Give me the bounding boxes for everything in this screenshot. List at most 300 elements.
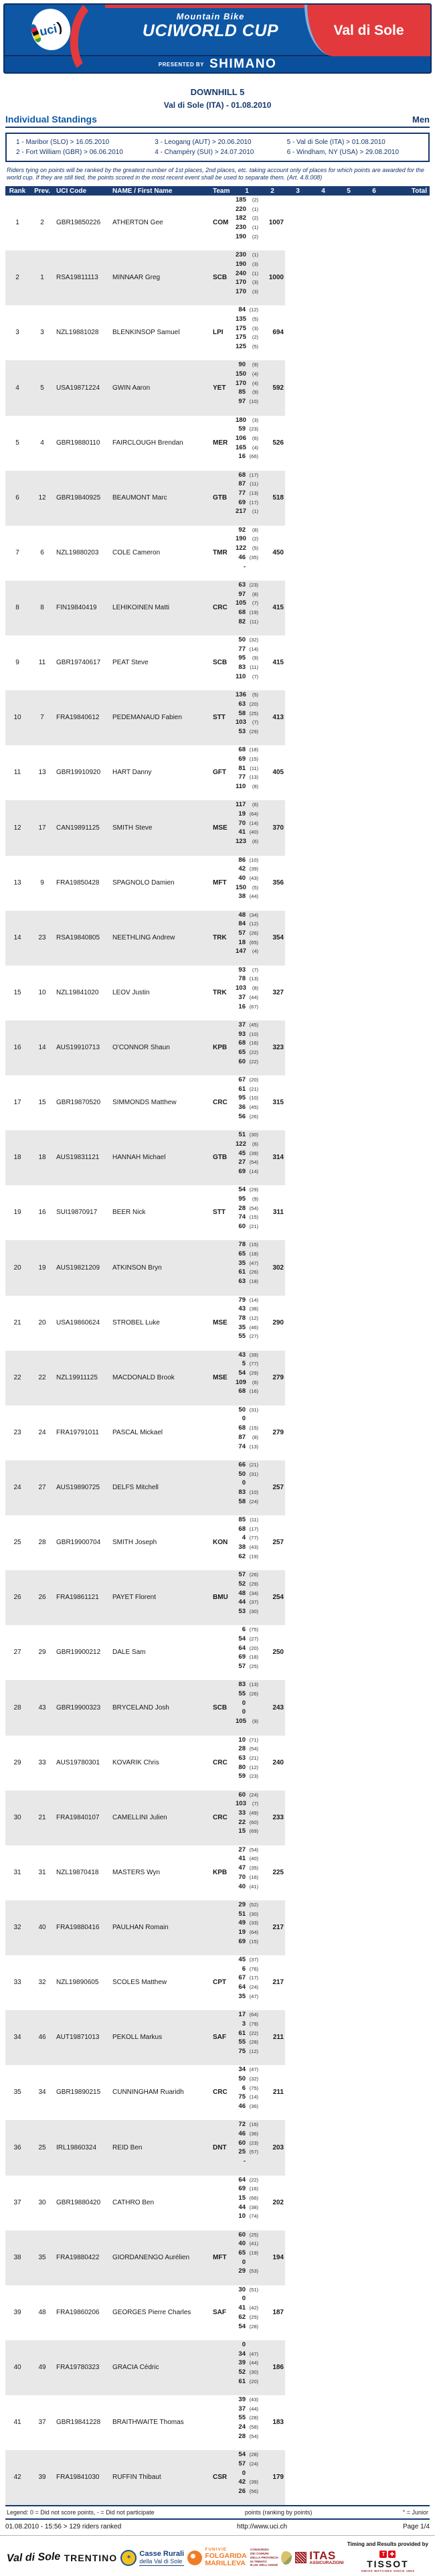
event-2-points-cell: 54 (27) <box>238 1635 258 1643</box>
event-5-points-cell: 60 (22) <box>238 1057 258 1065</box>
table-row <box>5 2230 430 2285</box>
header-event-1: 1 <box>234 186 260 196</box>
event-1-points-cell: 30 (51) <box>238 2285 258 2293</box>
prev-rank-cell: 8 <box>40 604 44 612</box>
event-5-points-cell: 26 (56) <box>238 2487 258 2495</box>
prev-rank-cell: 43 <box>38 1703 46 1712</box>
rider-name-cell: ATHERTON Gee <box>112 219 163 227</box>
event-item-1: 1 - Maribor (SLO) > 16.05.2010 <box>16 139 110 146</box>
header-total: Total <box>387 186 430 196</box>
event-4-points-cell: 69 (18) <box>238 1653 258 1661</box>
folgarida-label: FOLGARIDA <box>205 2552 247 2561</box>
table-row <box>5 416 430 471</box>
event-4-points-cell: 68 (19) <box>238 608 258 616</box>
tissot-t-icon: T <box>379 2551 387 2558</box>
event-3-points-cell: 65 (19) <box>238 2249 258 2257</box>
event-2-points-cell: 190 (3) <box>236 260 258 268</box>
event-6-points-cell <box>234 1396 260 1406</box>
event-3-points-cell: 78 (12) <box>238 1314 258 1322</box>
header-event-2: 2 <box>260 186 285 196</box>
rider-name-cell: PASCAL Mickael <box>112 1428 163 1436</box>
event-3-points-cell: 55 (28) <box>238 2414 258 2422</box>
prev-rank-cell: 7 <box>40 714 44 722</box>
team-cell: CRC <box>213 1758 228 1766</box>
rank-cell: 23 <box>13 1428 21 1436</box>
uci-logo <box>27 5 74 54</box>
team-cell: CRC <box>213 1099 228 1107</box>
total-points-cell: 323 <box>272 1044 284 1052</box>
rank-cell: 4 <box>15 384 19 392</box>
event-1-points-cell: 92 (8) <box>238 526 258 534</box>
team-cell: CRC <box>213 604 228 612</box>
event-2-points-cell: 42 (39) <box>238 865 258 873</box>
event-3-points-cell: 0 <box>242 2469 246 2477</box>
total-points-cell: 179 <box>272 2474 284 2482</box>
header-event-3: 3 <box>285 186 311 196</box>
table-row <box>5 1515 430 1570</box>
consorzio-line4: DI TRENTO <box>250 2559 267 2563</box>
event-1-points-cell: 45 (37) <box>238 1956 258 1963</box>
prev-rank-cell: 28 <box>38 1539 46 1547</box>
rider-name-cell: LEOV Justin <box>112 988 150 996</box>
rank-cell: 41 <box>13 2419 21 2427</box>
presented-by-label: PRESENTED BY <box>158 61 204 68</box>
consorzio-text <box>250 2548 278 2567</box>
header-event-5: 5 <box>336 186 361 196</box>
legend-left: Legend: 0 = Did not score points, - = Did not participate <box>7 2509 155 2516</box>
event-2-points-cell: 97 (8) <box>238 590 258 598</box>
event-6-points-cell <box>234 1066 260 1075</box>
event-5-points-cell: 62 (19) <box>238 1552 258 1560</box>
total-points-cell: 415 <box>272 604 284 612</box>
total-points-cell: 518 <box>272 494 284 502</box>
rider-name-cell: SCOLES Matthew <box>112 1979 167 1987</box>
event-4-points-cell: 46 (35) <box>238 553 258 561</box>
event-5-points-cell: 59 (23) <box>238 1772 258 1781</box>
rank-cell: 6 <box>15 494 19 502</box>
event-4-points-cell: 75 (14) <box>238 2093 258 2101</box>
event-5-points-cell: 58 (24) <box>238 1497 258 1505</box>
uci-code-cell: GBR19880420 <box>56 2198 101 2206</box>
uci-code-cell: FRA19791011 <box>56 1428 99 1436</box>
rider-name-cell: PAULHAN Romain <box>112 1924 169 1932</box>
event-6-points-cell <box>234 2221 260 2230</box>
header-team: Team <box>211 186 234 196</box>
event-4-points-cell: 62 (25) <box>238 2313 258 2321</box>
event-1-points-cell: 180 (3) <box>236 416 258 424</box>
team-cell: KPB <box>213 1044 228 1052</box>
rank-cell: 35 <box>13 2089 21 2097</box>
event-2-points-cell: 63 (20) <box>238 700 258 708</box>
event-2-points-cell: 6 (76) <box>242 1965 258 1973</box>
event-6-points-cell <box>234 1121 260 1130</box>
total-points-cell: 233 <box>272 1813 284 1821</box>
tissot-squares <box>379 2551 396 2558</box>
rider-name-cell: COLE Cameron <box>112 548 161 556</box>
event-1-points-cell: 72 (16) <box>238 2121 258 2129</box>
team-cell: CPT <box>213 1979 226 1987</box>
team-cell: STT <box>213 1209 226 1217</box>
rank-cell: 1 <box>15 219 19 227</box>
uci-code-cell: FRA19861121 <box>56 1594 99 1602</box>
rider-name-cell: LEHIKOINEN Matti <box>112 604 170 612</box>
event-6-points-cell <box>234 461 260 471</box>
total-points-cell: 217 <box>272 1924 284 1932</box>
table-row <box>5 800 430 855</box>
total-points-cell: 211 <box>272 2089 284 2097</box>
table-row <box>5 1845 430 1900</box>
table-row <box>5 1130 430 1185</box>
event-4-points-cell: 69 (17) <box>238 498 258 506</box>
event-1-points-cell: 136 (5) <box>236 691 258 699</box>
event-2-points-cell: 34 (47) <box>238 2350 258 2358</box>
rank-cell: 10 <box>13 714 21 722</box>
events-box <box>5 133 430 162</box>
rank-cell: 39 <box>13 2308 21 2316</box>
prev-rank-cell: 17 <box>38 824 46 832</box>
event-6-points-cell <box>234 297 260 306</box>
table-row <box>5 305 430 360</box>
trento-map-icon <box>281 2551 292 2565</box>
event-5-points-cell: 35 (47) <box>238 1992 258 2000</box>
prev-rank-cell: 19 <box>38 1264 46 1272</box>
uci-code-cell: GBR19900212 <box>56 1649 101 1657</box>
uci-code-cell: FRA19840612 <box>56 714 100 722</box>
event-4-points-cell: 0 <box>242 2258 246 2266</box>
event-6-points-cell <box>234 1011 260 1020</box>
table-row <box>5 1736 430 1791</box>
uci-code-cell: NZL19911125 <box>56 1373 98 1381</box>
rank-cell: 40 <box>13 2364 21 2372</box>
prev-rank-cell: 10 <box>38 988 46 996</box>
rider-name-cell: CAMELLINI Julien <box>112 1813 167 1821</box>
event-2-points-cell: 190 (2) <box>236 535 258 543</box>
casse-rurali-line1: Casse Rurali <box>139 2549 185 2558</box>
uci-code-cell: GBR19900704 <box>56 1539 101 1547</box>
event-3-points-cell: 57 (26) <box>238 929 258 937</box>
total-points-cell: 405 <box>272 769 284 777</box>
event-2-points-cell: 50 (31) <box>238 1470 258 1478</box>
event-5-points-cell: 123 (6) <box>236 838 258 846</box>
event-4-points-cell: 61 (26) <box>238 1268 258 1276</box>
itas-text <box>309 2550 343 2566</box>
team-cell <box>211 2395 234 2450</box>
event-6-points-cell <box>234 2441 260 2450</box>
event-4-points-cell: 42 (39) <box>238 2478 258 2486</box>
total-points-cell: 592 <box>272 384 284 392</box>
uci-code-cell: FRA19860206 <box>56 2308 100 2316</box>
event-1-points-cell: 48 (34) <box>238 911 258 919</box>
uci-code-cell: RSA19840805 <box>56 933 100 941</box>
uci-code-cell: NZL19881028 <box>56 329 99 337</box>
team-cell: MFT <box>213 879 227 887</box>
event-6-points-cell <box>234 1781 260 1791</box>
event-5-points-cell: 68 (16) <box>238 1387 258 1395</box>
rank-cell: 32 <box>13 1924 21 1932</box>
rider-name-cell: SIMMONDS Matthew <box>112 1099 177 1107</box>
event-1-points-cell: 117 (6) <box>236 801 258 809</box>
event-6-points-cell <box>234 516 260 526</box>
team-cell: MSE <box>213 1373 228 1381</box>
prev-rank-cell: 31 <box>38 1868 46 1876</box>
event-3-points-cell: 240 (1) <box>236 269 258 277</box>
prev-rank-cell: 3 <box>40 329 44 337</box>
uci-code-cell: RSA19811113 <box>56 274 98 282</box>
section-header <box>5 114 430 128</box>
team-cell: SCB <box>213 274 228 282</box>
event-4-points-cell: 36 (45) <box>238 1104 258 1112</box>
tiebreak-note: Riders tying on points will be ranked by the greatest number of 1st places, 2nd places, etc. taking account only of places for which points are awarded for the world cup. If they are still tied, the points scored in the most recent event shall be used to separate them. (Art. 4.8.008) <box>7 167 424 181</box>
prev-rank-cell: 6 <box>40 548 44 556</box>
event-3-points-cell: 103 (8) <box>236 984 258 992</box>
table-row <box>5 1900 430 1955</box>
event-5-points-cell: 75 (12) <box>238 2047 258 2055</box>
event-1-points-cell: 90 (9) <box>238 361 258 369</box>
section-title: Individual Standings <box>5 114 97 125</box>
event-subtitle: Val di Sole (ITA) - 01.08.2010 <box>163 100 272 110</box>
event-1-points-cell: 43 (39) <box>238 1351 258 1359</box>
itas-crest-icon <box>295 2552 307 2563</box>
presented-by-strip <box>5 55 430 72</box>
event-6-points-cell <box>234 901 260 911</box>
event-2-points-cell: 78 (13) <box>238 975 258 983</box>
consorzio-logo <box>250 2548 292 2567</box>
prev-rank-cell: 27 <box>38 1484 46 1492</box>
event-4-points-cell: 44 (38) <box>238 2203 258 2211</box>
team-cell <box>211 1460 234 1515</box>
team-cell <box>211 1406 234 1460</box>
total-points-cell: 327 <box>272 988 284 996</box>
rider-name-cell: REID Ben <box>112 2143 143 2151</box>
team-cell: MSE <box>213 1318 228 1327</box>
event-6-points-cell <box>234 1946 260 1955</box>
table-row <box>5 581 430 635</box>
rank-cell: 38 <box>13 2253 21 2261</box>
event-3-points-cell: 35 (47) <box>238 1259 258 1267</box>
total-points-cell: 217 <box>272 1979 284 1987</box>
rider-name-cell: RUFFIN Thibaut <box>112 2474 161 2482</box>
event-2-points-cell: 68 (17) <box>238 1525 258 1533</box>
event-2-points-cell: 28 (54) <box>238 1745 258 1753</box>
prev-rank-cell: 21 <box>38 1813 46 1821</box>
rank-cell: 29 <box>13 1758 21 1766</box>
event-3-points-cell: 33 (49) <box>238 1809 258 1817</box>
table-row <box>5 2340 430 2395</box>
team-cell: CSR <box>213 2474 228 2482</box>
uci-code-cell: GBR19850226 <box>56 219 101 227</box>
uci-code-cell: GBR19840925 <box>56 494 101 502</box>
event-4-points-cell: 70 (16) <box>238 1873 258 1881</box>
rider-name-cell: GWIN Aaron <box>112 384 151 392</box>
table-header-row <box>5 186 430 196</box>
prev-rank-cell: 15 <box>38 1099 46 1107</box>
table-row <box>5 2285 430 2340</box>
event-item-6: 6 - Windham, NY (USA) > 29.08.2010 <box>286 149 400 156</box>
prev-rank-cell: 37 <box>38 2419 46 2427</box>
event-2-points-cell: 37 (44) <box>238 2405 258 2413</box>
event-5-points-cell: 55 (27) <box>238 1333 258 1341</box>
rider-name-cell: BRAITHWAITE Thomas <box>112 2419 184 2427</box>
event-2-points-cell: 52 (29) <box>238 1580 258 1588</box>
event-5-points-cell: 74 (13) <box>238 1442 258 1450</box>
event-2-points-cell: 0 <box>242 2295 246 2303</box>
event-6-points-cell <box>234 1451 260 1460</box>
event-4-points-cell: 41 (40) <box>238 828 258 836</box>
prev-rank-cell: 33 <box>38 1758 46 1766</box>
event-5-points-cell: 110 (7) <box>236 672 258 680</box>
event-5-points-cell: 28 (54) <box>238 2432 258 2440</box>
rider-name-cell: DELFS Mitchell <box>112 1484 159 1492</box>
event-2-points-cell: 135 (5) <box>236 315 258 323</box>
rider-name-cell: NEETHLING Andrew <box>112 933 175 941</box>
event-2-points-cell: 69 (15) <box>238 755 258 763</box>
uci-code-cell: SUI19870917 <box>56 1209 98 1217</box>
team-cell: CRC <box>213 2089 228 2097</box>
table-row <box>5 360 430 415</box>
prev-rank-cell: 35 <box>38 2253 46 2261</box>
uci-code-cell: USA19860624 <box>56 1318 100 1327</box>
casse-rurali-line2: della Val di Sole <box>139 2557 183 2565</box>
table-row <box>5 196 430 250</box>
table-row <box>5 2120 430 2175</box>
rank-cell: 25 <box>13 1539 21 1547</box>
event-2-points-cell: 65 (18) <box>238 1250 258 1258</box>
total-points-cell: 302 <box>272 1264 284 1272</box>
event-2-points-cell: 40 (41) <box>238 2240 258 2248</box>
total-points-cell: 413 <box>272 714 284 722</box>
event-4-points-cell: 74 (15) <box>238 1213 258 1221</box>
event-3-points-cell: 4 (77) <box>242 1534 258 1542</box>
event-3-points-cell: 48 (34) <box>238 1589 258 1597</box>
table-row <box>5 1625 430 1680</box>
rank-cell: 31 <box>13 1868 21 1876</box>
itas-logo <box>295 2550 343 2566</box>
event-6-points-cell <box>234 1177 260 1186</box>
event-5-points-cell: 61 (20) <box>238 2377 258 2385</box>
category-label: Men <box>412 115 430 125</box>
prev-rank-cell: 22 <box>38 1373 46 1381</box>
event-4-points-cell: 109 (6) <box>236 1378 258 1386</box>
event-4-points-cell: 52 (30) <box>238 2368 258 2376</box>
event-5-points-cell: 217 (1) <box>236 508 258 516</box>
results-page <box>0 3 435 2573</box>
event-item-2: 2 - Fort William (GBR) > 06.06.2010 <box>16 149 123 156</box>
event-1-points-cell: 17 (64) <box>238 2011 258 2019</box>
rider-name-cell: CATHRO Ben <box>112 2198 155 2206</box>
event-1-points-cell: 37 (45) <box>238 1020 258 1029</box>
event-2-points-cell: 43 (38) <box>238 1305 258 1313</box>
event-3-points-cell: 105 (7) <box>236 599 258 607</box>
uci-logo-text: uci <box>38 21 58 38</box>
rank-cell: 16 <box>13 1044 21 1052</box>
total-points-cell: 225 <box>272 1868 284 1876</box>
event-6-points-cell <box>234 406 260 416</box>
rider-name-cell: ATKINSON Bryn <box>112 1264 162 1272</box>
rank-cell: 3 <box>15 329 19 337</box>
rider-name-cell: HANNAH Michael <box>112 1154 166 1162</box>
event-1-points-cell: 83 (13) <box>238 1681 258 1689</box>
rank-cell: 17 <box>13 1099 21 1107</box>
event-3-points-cell: 6 (75) <box>242 2084 258 2092</box>
event-4-points-cell: 150 (5) <box>236 883 258 891</box>
rank-cell: 27 <box>13 1649 21 1657</box>
event-4-points-cell: 27 (54) <box>238 1158 258 1166</box>
event-3-points-cell: 41 (42) <box>238 2304 258 2312</box>
event-5-points-cell: 46 (36) <box>238 2103 258 2110</box>
series-main-label: UCIWORLD CUP <box>142 21 279 40</box>
total-points-cell: 1007 <box>268 219 284 227</box>
footer-page: Page 1/4 <box>402 2523 430 2531</box>
team-cell: SAF <box>213 2034 226 2042</box>
table-row <box>5 2010 430 2065</box>
table-row <box>5 745 430 800</box>
venue-banner <box>304 5 430 56</box>
event-5-points-cell: 69 (14) <box>238 1167 258 1175</box>
tissot-subtitle: SWISS WATCHES SINCE 1853 <box>361 2569 415 2573</box>
event-6-points-cell <box>234 737 260 746</box>
table-row <box>5 1570 430 1625</box>
event-3-points-cell: 122 (5) <box>236 544 258 552</box>
event-4-points-cell: 65 (22) <box>238 1048 258 1056</box>
event-6-points-cell <box>234 241 260 250</box>
table-row <box>5 966 430 1020</box>
event-4-points-cell: 55 (28) <box>238 2038 258 2046</box>
rider-name-cell: FAIRCLOUGH Brendan <box>112 439 183 447</box>
team-cell: STT <box>213 714 226 722</box>
series-wordmark <box>115 11 306 41</box>
rider-name-cell: DALE Sam <box>112 1649 146 1657</box>
table-row <box>5 1406 430 1460</box>
team-cell: MSE <box>213 824 228 832</box>
event-3-points-cell: 68 (16) <box>238 1039 258 1047</box>
event-3-points-cell: 49 (33) <box>238 1919 258 1927</box>
rider-name-cell: PEDEMANAUD Fabien <box>112 714 182 722</box>
event-1-points-cell: 57 (26) <box>238 1571 258 1579</box>
rider-name-cell: BEAUMONT Marc <box>112 494 167 502</box>
rank-cell: 24 <box>13 1484 21 1492</box>
event-3-points-cell: 182 (2) <box>236 214 258 222</box>
table-row <box>5 526 430 581</box>
event-1-points-cell: 54 (28) <box>238 2451 258 2459</box>
total-points-cell: 257 <box>272 1484 284 1492</box>
prev-rank-cell: 18 <box>38 1154 46 1162</box>
event-5-points-cell: - <box>243 562 246 571</box>
total-points-cell: 186 <box>272 2364 284 2372</box>
uci-code-cell: USA19871224 <box>56 384 100 392</box>
event-1-points-cell: 93 (7) <box>238 966 258 974</box>
event-1-points-cell: 230 (1) <box>236 251 258 259</box>
table-row <box>5 250 430 305</box>
event-3-points-cell: 45 (39) <box>238 1149 258 1157</box>
event-5-points-cell: 16 (66) <box>238 453 258 461</box>
event-5-points-cell: 125 (5) <box>236 343 258 350</box>
event-1-points-cell: 185 (2) <box>236 196 258 204</box>
total-points-cell: 211 <box>272 2034 284 2042</box>
rider-name-cell: GIORDANENGO Aurélien <box>112 2253 190 2261</box>
team-cell: SCB <box>213 1703 228 1712</box>
legend-center: points (ranking by points) <box>244 2509 313 2516</box>
total-points-cell: 1000 <box>268 274 284 282</box>
event-4-points-cell: 0 <box>242 1708 246 1716</box>
folgarida-text <box>205 2548 246 2567</box>
banner-top <box>5 5 430 56</box>
total-points-cell: 250 <box>272 1649 284 1657</box>
table-row <box>5 1185 430 1240</box>
event-5-points-cell: 10 (74) <box>238 2212 258 2220</box>
page-title: DOWNHILL 5 <box>190 87 245 97</box>
prev-rank-cell: 9 <box>40 879 44 887</box>
rank-cell: 13 <box>13 879 21 887</box>
